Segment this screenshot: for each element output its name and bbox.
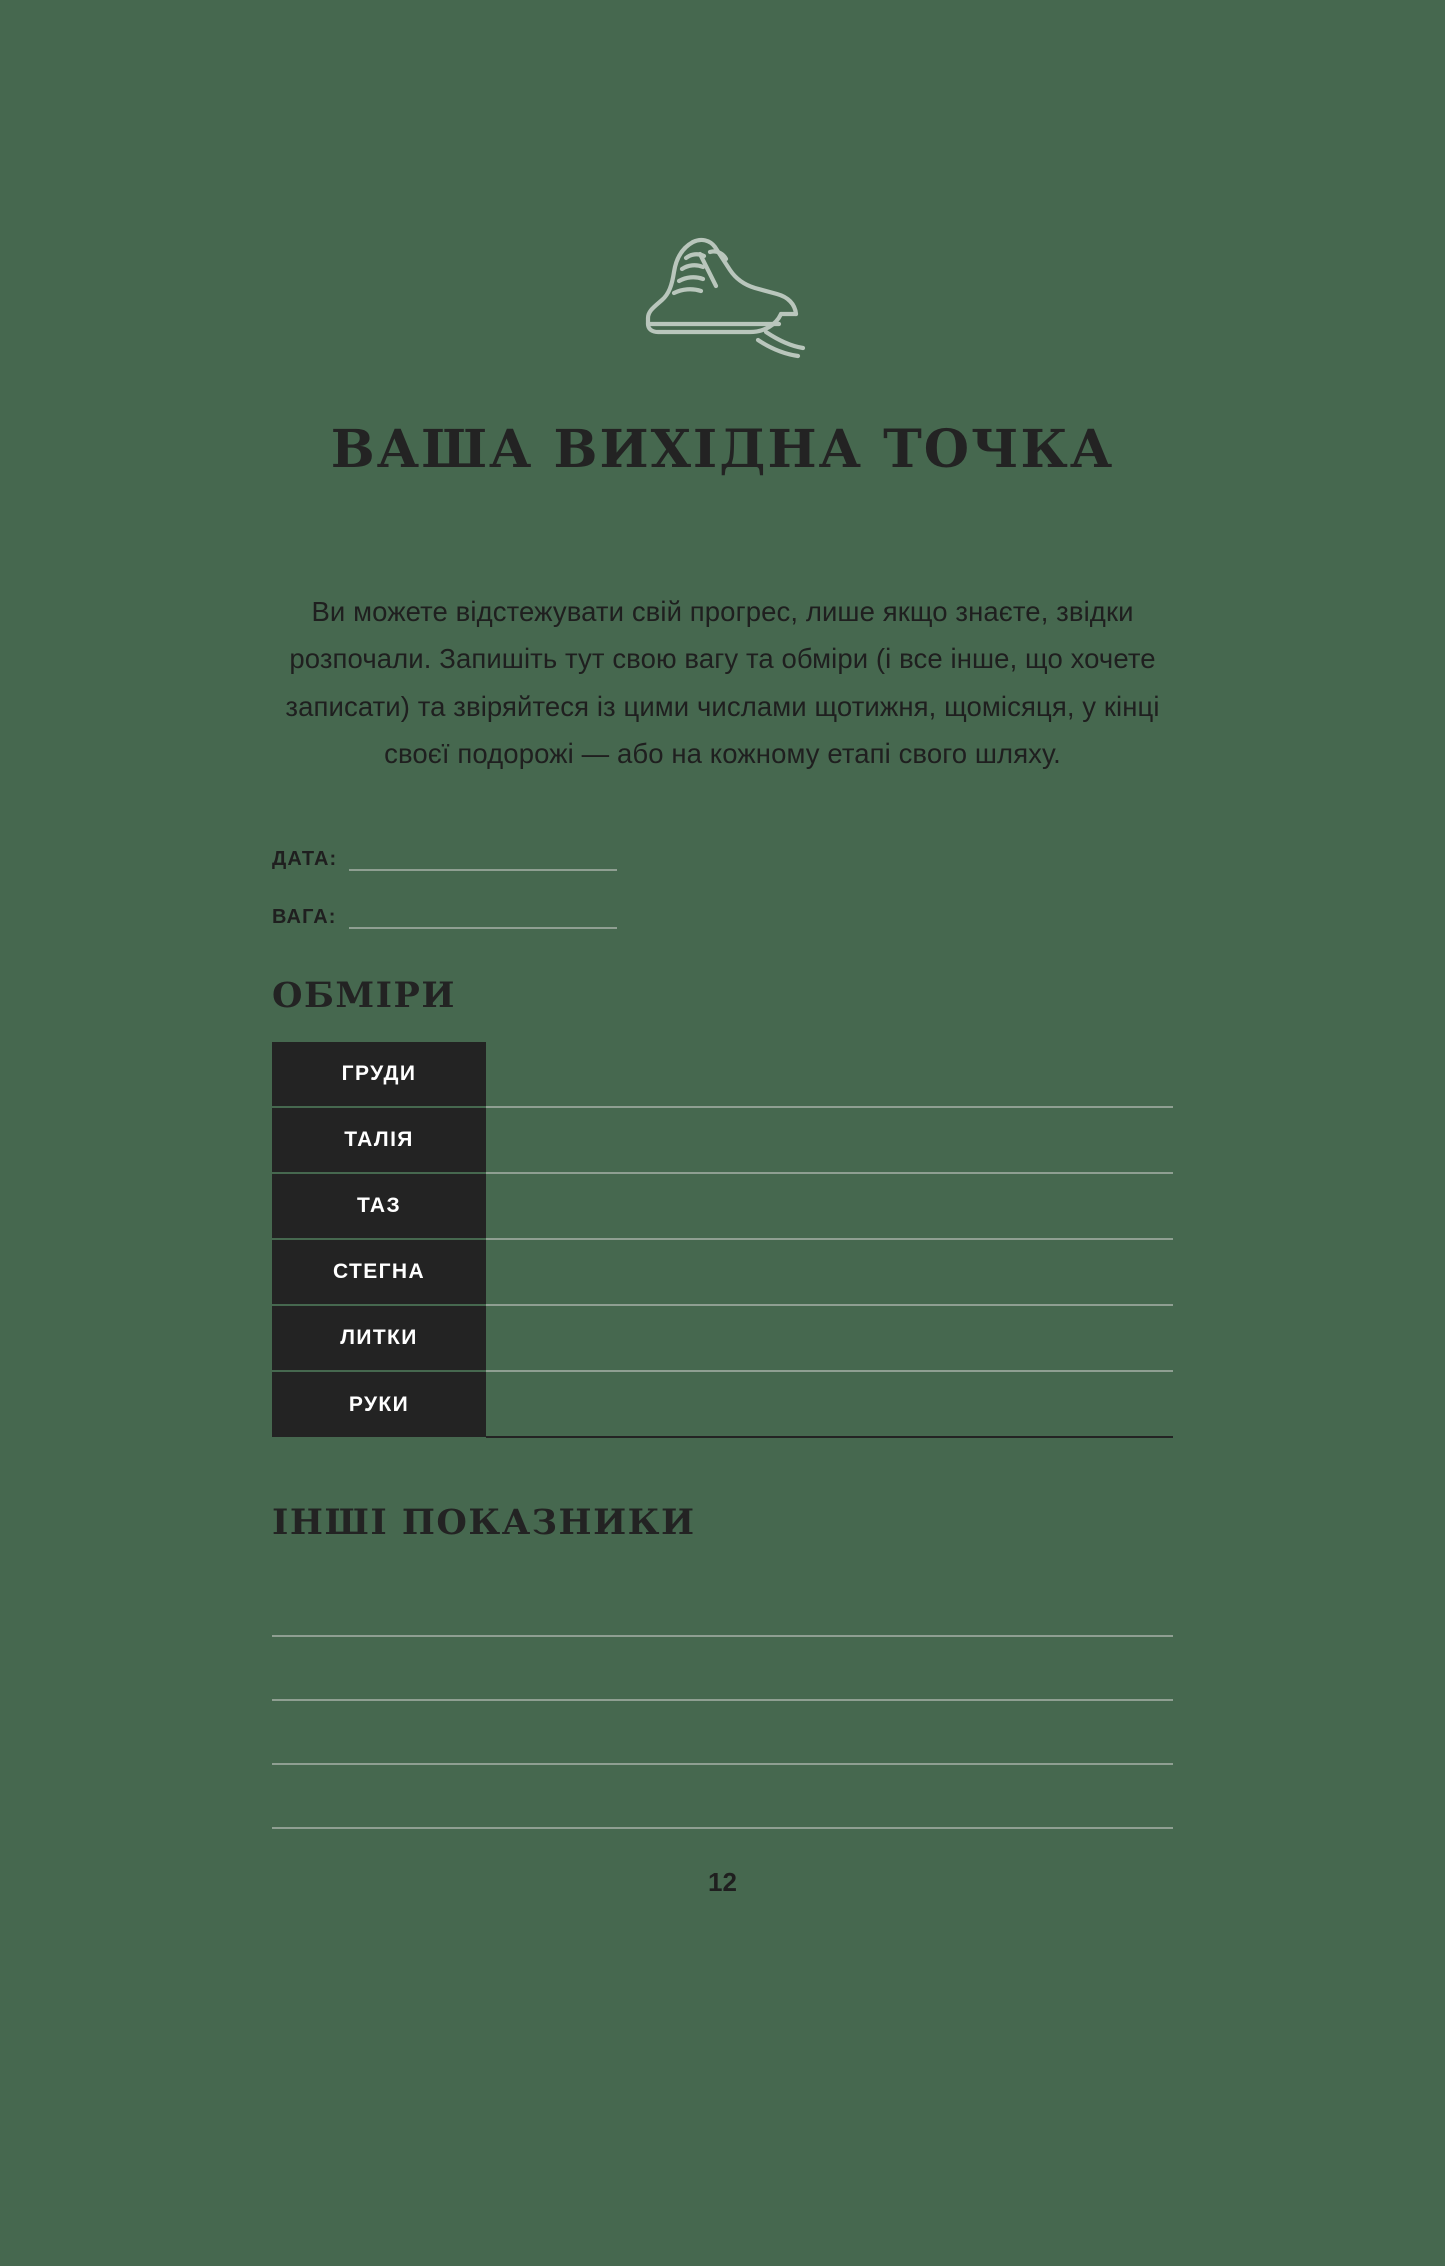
measurements-table bbox=[272, 1042, 1173, 1438]
measurement-label-arms: РУКИ bbox=[272, 1371, 486, 1437]
measurement-label-chest: ГРУДИ bbox=[272, 1042, 486, 1107]
table-row bbox=[272, 1107, 1173, 1173]
table-row bbox=[272, 1042, 1173, 1107]
other-metric-line-2[interactable] bbox=[272, 1637, 1173, 1701]
measurement-label-pelvis: ТАЗ bbox=[272, 1173, 486, 1239]
measurements-heading: ОБМІРИ bbox=[272, 975, 456, 1017]
date-field-row bbox=[272, 849, 1173, 871]
weight-field-input[interactable] bbox=[349, 913, 617, 929]
table-row bbox=[272, 1305, 1173, 1371]
measurement-label-calves: ЛИТКИ bbox=[272, 1305, 486, 1371]
measurement-input-arms[interactable] bbox=[486, 1371, 1173, 1437]
measurement-input-calves[interactable] bbox=[486, 1305, 1173, 1371]
weight-field-label: ВАГА: bbox=[272, 906, 337, 929]
other-metrics-lines bbox=[272, 1573, 1173, 1829]
date-field-input[interactable] bbox=[349, 855, 617, 871]
measurement-input-chest[interactable] bbox=[486, 1042, 1173, 1107]
other-metric-line-1[interactable] bbox=[272, 1573, 1173, 1637]
measurement-input-pelvis[interactable] bbox=[486, 1173, 1173, 1239]
other-metric-line-4[interactable] bbox=[272, 1765, 1173, 1829]
other-metrics-heading: ІНШІ ПОКАЗНИКИ bbox=[272, 1502, 696, 1544]
table-row bbox=[272, 1371, 1173, 1437]
measurement-label-thighs: СТЕГНА bbox=[272, 1239, 486, 1305]
measurement-label-waist: ТАЛІЯ bbox=[272, 1107, 486, 1173]
running-shoe-icon bbox=[638, 228, 808, 363]
table-row bbox=[272, 1239, 1173, 1305]
measurement-input-thighs[interactable] bbox=[486, 1239, 1173, 1305]
intro-paragraph: Ви можете відстежувати свій прогрес, лише якщо знаєте, звідки розпочали. Запишіть тут свою вагу та обміри (і все інше, що хочете записати) та звіряйтеся із цими числами щотижня, щомісяця, у кінці своєї подорожі — або на кожному етапі свого шляху. bbox=[285, 596, 1160, 769]
shoe-icon-container bbox=[272, 0, 1173, 363]
page-number: 12 bbox=[708, 1867, 737, 1898]
other-metric-line-3[interactable] bbox=[272, 1701, 1173, 1765]
weight-field-row bbox=[272, 907, 1173, 929]
measurement-input-waist[interactable] bbox=[486, 1107, 1173, 1173]
page-title: ВАША ВИХІДНА ТОЧКА bbox=[330, 419, 1115, 480]
table-row bbox=[272, 1173, 1173, 1239]
entry-fields bbox=[272, 849, 1173, 929]
date-field-label: ДАТА: bbox=[272, 848, 338, 871]
